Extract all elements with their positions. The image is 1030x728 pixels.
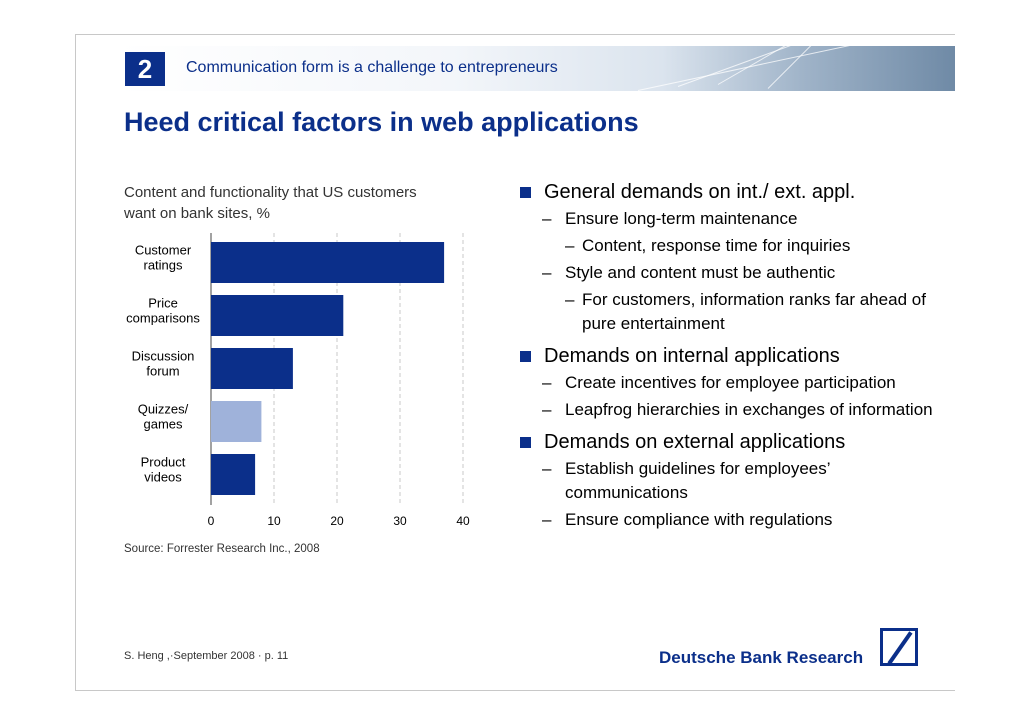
x-tick-label: 10 xyxy=(267,514,281,528)
bullet-level-2 xyxy=(520,207,940,231)
footer-text: S. Heng ,·September 2008 · p. 11 xyxy=(124,650,289,662)
bullet-level-2 xyxy=(520,508,940,532)
bullet-text: Leapfrog hierarchies in exchanges of information xyxy=(565,400,933,419)
category-label: comparisons xyxy=(126,310,200,326)
chart-caption-line-1: Content and functionality that US customers xyxy=(124,184,417,201)
brand-name: Deutsche Bank Research xyxy=(659,648,864,667)
bullet-text: Ensure long-term maintenance xyxy=(565,209,798,228)
dash-bullet: – xyxy=(542,510,552,529)
dash-bullet: – xyxy=(565,290,575,309)
bullet-text: Demands on internal applications xyxy=(544,345,840,367)
square-bullet-icon xyxy=(520,351,531,362)
bullet-level-3 xyxy=(520,288,940,336)
dash-bullet: – xyxy=(542,400,552,419)
category-label: Customer xyxy=(134,242,192,258)
bullet-text: Create incentives for employee participation xyxy=(565,373,896,392)
chart-caption-line-2: want on bank sites, % xyxy=(124,205,270,222)
section-title: Communication form is a challenge to entrepreneurs xyxy=(186,59,558,76)
category-label: ratings xyxy=(143,257,183,273)
category-label: Quizzes/ xyxy=(137,401,189,417)
deutsche-bank-logo-icon xyxy=(880,628,918,666)
section-number-badge: 2 xyxy=(125,52,165,86)
category-label: Price xyxy=(148,295,178,311)
bullet-level-2 xyxy=(520,261,940,285)
dash-bullet: – xyxy=(542,459,552,478)
bullet-text: Demands on external applications xyxy=(544,431,846,453)
dash-bullet: – xyxy=(542,209,552,228)
bullet-text: Ensure compliance with regulations xyxy=(565,510,833,529)
bullet-level-2 xyxy=(520,371,940,395)
bar xyxy=(211,401,261,442)
bar xyxy=(211,348,293,389)
category-label: videos xyxy=(144,469,182,485)
bar xyxy=(211,295,343,336)
dash-bullet: – xyxy=(542,263,552,282)
bullet-list xyxy=(520,180,940,532)
category-label: Product xyxy=(140,454,186,470)
category-label: games xyxy=(143,416,183,432)
square-bullet-icon xyxy=(520,437,531,448)
bullet-text: Style and content must be authentic xyxy=(565,263,836,282)
bullet-level-1 xyxy=(520,430,940,454)
x-tick-label: 30 xyxy=(393,514,407,528)
bar xyxy=(211,242,444,283)
bullet-text: General demands on int./ ext. appl. xyxy=(544,181,856,203)
bullet-level-2 xyxy=(520,398,940,422)
x-tick-label: 40 xyxy=(456,514,470,528)
bullet-level-1 xyxy=(520,180,940,204)
source-note: Source: Forrester Research Inc., 2008 xyxy=(124,543,320,555)
bar xyxy=(211,454,255,495)
bullet-level-2 xyxy=(520,457,940,505)
dash-bullet: – xyxy=(542,373,552,392)
bullet-text: For customers, information ranks far ahead of pure entertainment xyxy=(582,290,926,333)
category-label: forum xyxy=(146,363,180,379)
category-label: Discussion xyxy=(131,348,195,364)
square-bullet-icon xyxy=(520,187,531,198)
x-tick-label: 0 xyxy=(207,514,215,528)
bullet-text: Establish guidelines for employees’ communications xyxy=(565,459,830,502)
bullet-text: Content, response time for inquiries xyxy=(582,236,851,255)
bullet-level-1 xyxy=(520,344,940,368)
bullet-level-3 xyxy=(520,234,940,258)
page-title: Heed critical factors in web applications xyxy=(124,107,639,137)
x-tick-label: 20 xyxy=(330,514,344,528)
dash-bullet: – xyxy=(565,236,575,255)
